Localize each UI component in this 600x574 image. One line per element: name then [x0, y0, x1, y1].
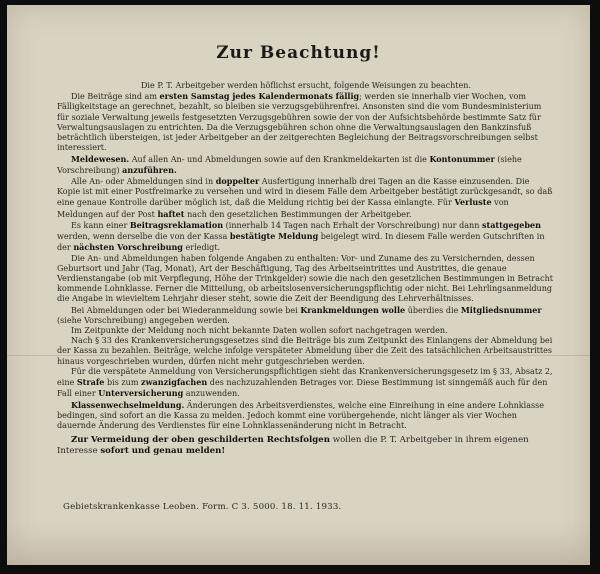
form-footer: Gebietskrankenkasse Leoben. Form. C 3. 5000. 18. 11. 1933.: [63, 502, 342, 512]
document-sheet: [7, 5, 590, 565]
document-title: Zur Beachtung!: [216, 43, 381, 63]
paragraph-required-details: Die An- und Abmeldungen haben folgende Angaben zu enthalten: Vor- und Zuname des zu Versichernden, dessen Geburtsort und Jahr (Tag, Monat), Art der Beschäftigung, Tag des Arbeitseintrittes und Austrittes, die genaue Verdienstangabe (ob mit Verpflegung, Höhe der Trinkgelder) sowie die nach den gesetzlichen Bestimmungen in Betracht kommende Lohnklasse. Ferner die Mitteilung, ob arbeitslosenversicherungspflichtig oder nicht. Bei Lehrlingsanmeldung die Angabe in wievieltem Lehrjahr dieser steht, sowie die Zeit der Beendigung des Lehrverhältnisses.: [57, 253, 553, 304]
paragraph-member-number: Bei Abmeldungen oder bei Wiederanmeldung sowie bei Krankmeldungen wolle überdies die Mitgliedsnummer (siehe Vorschreibung) angegeben werden.: [57, 304, 542, 325]
paragraph-closing-notice: Zur Vermeidung der oben geschilderten Rechtsfolgen wollen die P. T. Arbeitgeber in ihrem eigenen Interesse sofort und genau melden!: [57, 435, 529, 456]
paragraph-duplicate: Alle An- oder Abmeldungen sind in doppelter Ausfertigung innerhalb drei Tagen an die Kasse einzusenden. Die Kopie ist mit einer Postfreimarke zu versehen und wird in diesem Falle dem Arbeitgeber bestätigt zurückgesandt, so daß eine genaue Kontrolle darüber möglich ist, daß die Meldung richtig bei der Kassa einlangte. Für Verluste von Meldungen auf der Post haftet nach den gesetzlichen Bestimmungen der Arbeitgeber.: [57, 175, 553, 219]
paragraph-reclamation: Es kann einer Beitragsreklamation (innerhalb 14 Tagen nach Erhalt der Vorschreibung) nur dann stattgegeben werden, wenn derselbe die von der Kassa bestätigte Meldung beigelegt wird. In diesem Falle werden Gutschriften in der nächsten Vorschreibung erledigt.: [57, 219, 545, 253]
document-body: [57, 81, 555, 456]
paragraph-intro: Die P. T. Arbeitgeber werden höflichst ersucht, folgende Weisungen zu beachten.: [140, 81, 472, 90]
paragraph-late-data: Im Zeitpunkte der Meldung noch nicht bekannte Daten wollen sofort nachgetragen werden.: [71, 326, 448, 336]
paragraph-section-33: Nach § 33 des Krankenversicherungsgesetzes sind die Beiträge bis zum Zeitpunkt des Einlangens der Abmeldung bei der Kassa zu bezahlen. Beiträge, welche infolge verspäteter Abmeldung über die Zeit des tatsächlichen Arbeitsaustrittes hinaus vorgeschrieben wurden, dürfen nicht mehr gutgeschrieben werden.: [57, 336, 553, 366]
paragraph-penalty: Für die verspätete Anmeldung von Versicherungspflichtigen sieht das Krankenversicherungsgesetz im § 33, Absatz 2, eine Strafe bis zum zwanzigfachen des nachzuzahlenden Betrages vor. Diese Bestimmung ist sinngemäß auch für den Fall einer Unterversicherung anzuwenden.: [57, 366, 553, 399]
paragraph-contributions: Die Beiträge sind am ersten Samstag jedes Kalendermonats fällig; werden sie innerhalb vier Wochen, vom Fälligkeitstage an gerechnet, bezahlt, so bleiben sie verzugsgebührenfrei. Ansonsten sind die vom Bundesministerium für soziale Verwaltung jeweils festgesetzten Verzugsgebühren sowie der von der Aufsichtsbehörde bestimmte Satz für Verwaltungsauslagen zu entrichten. Da die Verzugsgebühren schon ohne die Verwaltungsauslagen den Bankzinsfuß beträchtlich übersteigen, ist jeder Arbeitgeber an der zeitgerechten Begleichung der Beitragsvorschreibungen selbst interessiert.: [57, 91, 542, 153]
paragraph-reporting: Meldewesen. Auf allen An- und Abmeldungen sowie auf den Krankmeldekarten ist die Kontonummer (siehe Vorschreibung) anzuführen.: [57, 153, 522, 175]
paragraph-class-change: Klassenwechselmeldung. Änderungen des Arbeitsverdienstes, welche eine Einreihung in eine andere Lohnklasse bedingen, sind sofort an die Kassa zu melden. Jedoch kommt eine vorübergehende, nicht länger als vier Wochen dauernde Änderung des Verdienstes für eine Lohnklassenänderung nicht in Betracht.: [57, 399, 545, 430]
